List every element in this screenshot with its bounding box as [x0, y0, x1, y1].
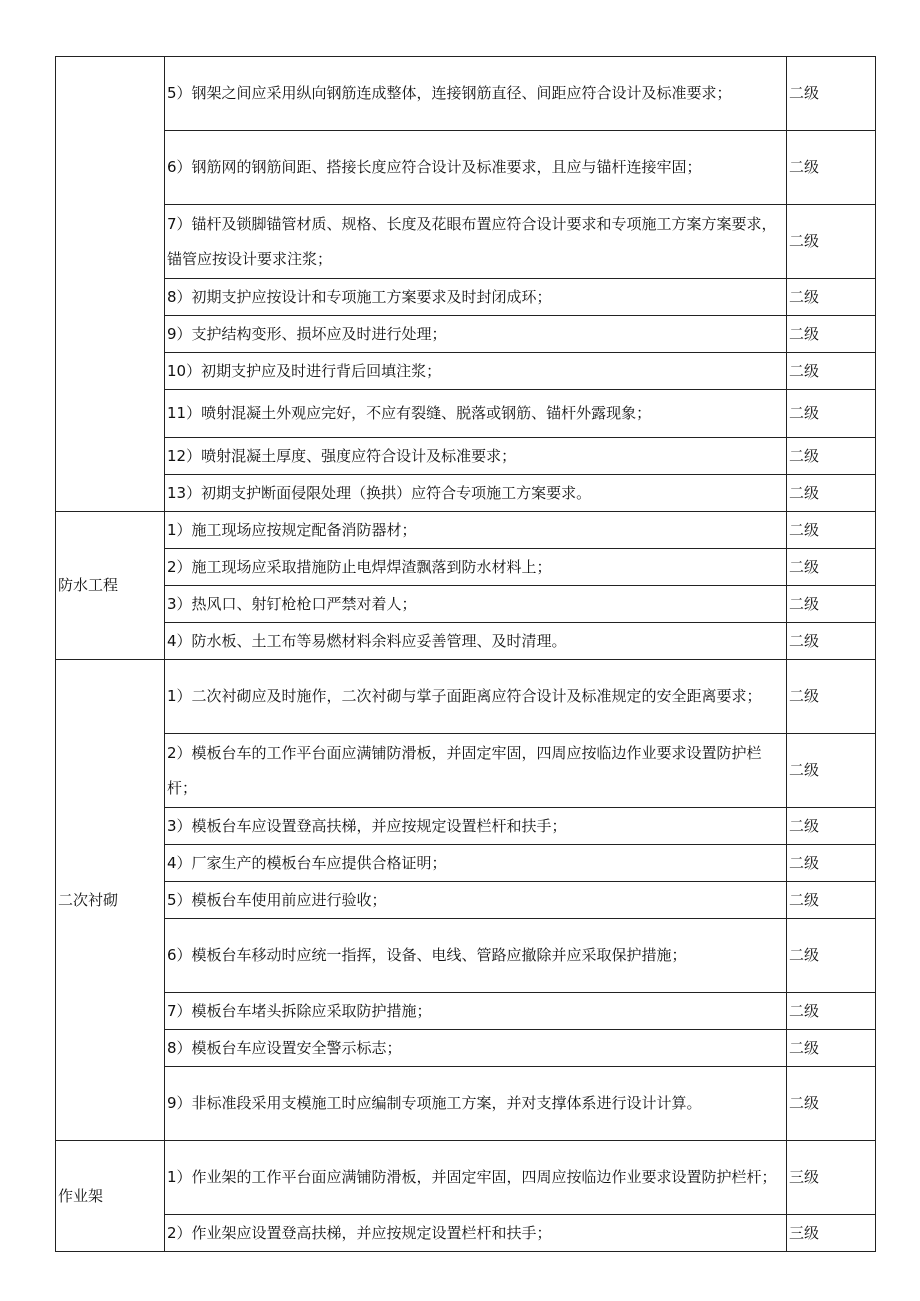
table-row [56, 512, 876, 549]
table-row [56, 390, 876, 438]
requirement-text: 9）支护结构变形、损坏应及时进行处理； [165, 316, 787, 353]
requirement-text: 8）初期支护应按设计和专项施工方案要求及时封闭成环； [165, 279, 787, 316]
table-row [56, 623, 876, 660]
category-cell: 二次衬砌 [56, 660, 165, 1141]
table-row [56, 1215, 876, 1252]
level-cell: 二级 [787, 205, 876, 279]
table-row [56, 1067, 876, 1141]
requirement-text: 11）喷射混凝土外观应完好，不应有裂缝、脱落或钢筋、锚杆外露现象； [165, 390, 787, 438]
table-row [56, 808, 876, 845]
requirement-text: 12）喷射混凝土厚度、强度应符合设计及标准要求； [165, 438, 787, 475]
requirements-table-body [56, 57, 876, 1252]
table-row [56, 734, 876, 808]
category-cell [56, 57, 165, 512]
table-row [56, 993, 876, 1030]
requirement-text: 5）模板台车使用前应进行验收； [165, 882, 787, 919]
requirement-text: 10）初期支护应及时进行背后回填注浆； [165, 353, 787, 390]
level-cell: 二级 [787, 808, 876, 845]
level-cell: 二级 [787, 390, 876, 438]
level-cell: 二级 [787, 131, 876, 205]
level-cell: 二级 [787, 845, 876, 882]
requirement-text: 2）施工现场应采取措施防止电焊焊渣飘落到防水材料上； [165, 549, 787, 586]
level-cell: 二级 [787, 438, 876, 475]
requirement-text: 7）模板台车堵头拆除应采取防护措施； [165, 993, 787, 1030]
requirement-text: 3）模板台车应设置登高扶梯，并应按规定设置栏杆和扶手； [165, 808, 787, 845]
table-row [56, 845, 876, 882]
requirements-table [55, 56, 876, 1252]
requirement-text: 1）施工现场应按规定配备消防器材； [165, 512, 787, 549]
requirement-text: 8）模板台车应设置安全警示标志； [165, 1030, 787, 1067]
requirement-text: 1）作业架的工作平台面应满铺防滑板，并固定牢固，四周应按临边作业要求设置防护栏杆； [165, 1141, 787, 1215]
requirement-text: 2）作业架应设置登高扶梯，并应按规定设置栏杆和扶手； [165, 1215, 787, 1252]
level-cell: 二级 [787, 353, 876, 390]
requirement-text: 1）二次衬砌应及时施作，二次衬砌与掌子面距离应符合设计及标准规定的安全距离要求； [165, 660, 787, 734]
level-cell: 二级 [787, 919, 876, 993]
requirement-text: 6）模板台车移动时应统一指挥，设备、电线、管路应撤除并应采取保护措施； [165, 919, 787, 993]
requirement-text: 3）热风口、射钉枪枪口严禁对着人； [165, 586, 787, 623]
level-cell: 二级 [787, 660, 876, 734]
level-cell: 二级 [787, 475, 876, 512]
table-row [56, 1141, 876, 1215]
requirement-text: 13）初期支护断面侵限处理（换拱）应符合专项施工方案要求。 [165, 475, 787, 512]
level-cell: 二级 [787, 549, 876, 586]
table-row [56, 316, 876, 353]
level-cell: 二级 [787, 734, 876, 808]
category-cell: 作业架 [56, 1141, 165, 1252]
table-row [56, 1030, 876, 1067]
level-cell: 二级 [787, 993, 876, 1030]
table-row [56, 57, 876, 131]
table-row [56, 919, 876, 993]
requirement-text: 2）模板台车的工作平台面应满铺防滑板，并固定牢固，四周应按临边作业要求设置防护栏杆； [165, 734, 787, 808]
requirement-text: 4）防水板、土工布等易燃材料余料应妥善管理、及时清理。 [165, 623, 787, 660]
level-cell: 二级 [787, 57, 876, 131]
table-row [56, 279, 876, 316]
level-cell: 二级 [787, 279, 876, 316]
level-cell: 二级 [787, 586, 876, 623]
requirement-text: 6）钢筋网的钢筋间距、搭接长度应符合设计及标准要求，且应与锚杆连接牢固； [165, 131, 787, 205]
table-row [56, 131, 876, 205]
requirement-text: 9）非标准段采用支模施工时应编制专项施工方案，并对支撑体系进行设计计算。 [165, 1067, 787, 1141]
level-cell: 二级 [787, 623, 876, 660]
table-row [56, 353, 876, 390]
table-row [56, 586, 876, 623]
table-row [56, 882, 876, 919]
requirement-text: 4）厂家生产的模板台车应提供合格证明； [165, 845, 787, 882]
level-cell: 二级 [787, 316, 876, 353]
table-row [56, 549, 876, 586]
requirement-text: 7）锚杆及锁脚锚管材质、规格、长度及花眼布置应符合设计要求和专项施工方案方案要求，锚管应按设计要求注浆； [165, 205, 787, 279]
level-cell: 二级 [787, 1030, 876, 1067]
table-row [56, 438, 876, 475]
level-cell: 二级 [787, 512, 876, 549]
table-row [56, 475, 876, 512]
level-cell: 三级 [787, 1215, 876, 1252]
category-cell: 防水工程 [56, 512, 165, 660]
requirement-text: 5）钢架之间应采用纵向钢筋连成整体，连接钢筋直径、间距应符合设计及标准要求； [165, 57, 787, 131]
level-cell: 三级 [787, 1141, 876, 1215]
table-row [56, 660, 876, 734]
level-cell: 二级 [787, 882, 876, 919]
table-row [56, 205, 876, 279]
level-cell: 二级 [787, 1067, 876, 1141]
